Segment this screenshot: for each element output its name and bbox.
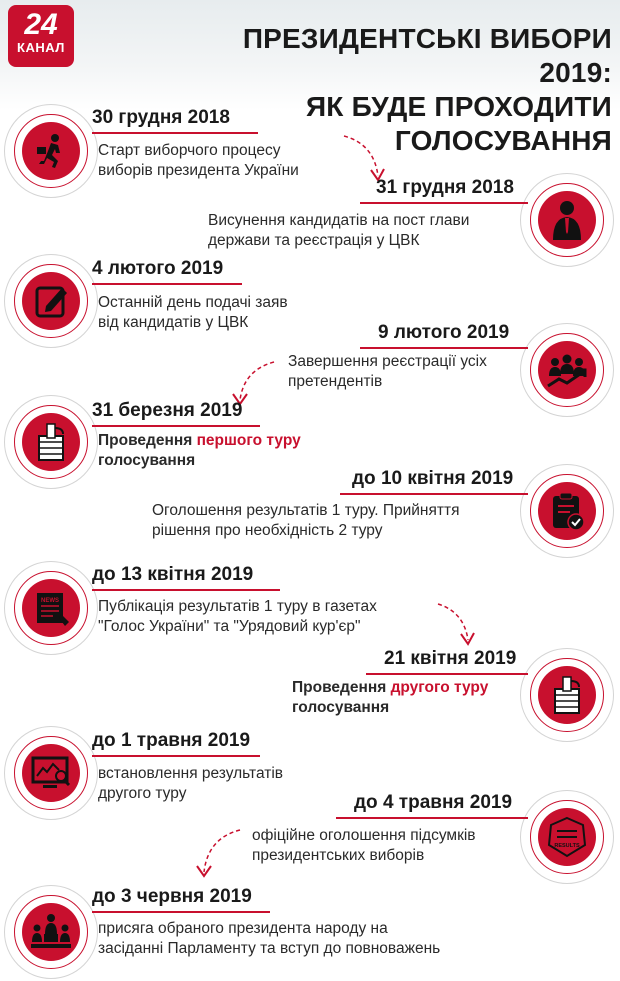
event-4-line-2: претендентів xyxy=(288,373,383,390)
event-10-line-2: президентських виборів xyxy=(252,847,425,864)
event-8-icon-ring xyxy=(530,658,604,732)
event-2-underline xyxy=(360,202,528,204)
event-6-description xyxy=(152,501,459,541)
event-1-icon-ring xyxy=(14,114,88,188)
event-8-description xyxy=(292,678,488,718)
event-10-underline xyxy=(336,817,528,819)
event-6-line-1: Оголошення результатів 1 туру. Прийняття xyxy=(152,502,460,519)
businessman-icon xyxy=(547,198,587,242)
event-3-line-2: від кандидатів у ЦВК xyxy=(98,314,249,331)
event-5-icon-ring xyxy=(14,405,88,479)
newspaper-icon xyxy=(31,588,71,628)
event-1-underline xyxy=(92,132,258,134)
podium-people-icon xyxy=(29,912,73,952)
event-9-line-1: встановлення результатів xyxy=(98,765,284,782)
event-1-line-1: Старт виборчого процесу xyxy=(98,142,281,159)
logo-label: КАНАЛ xyxy=(17,40,65,55)
event-11-underline xyxy=(92,911,270,913)
curved-arrow-right-icon xyxy=(434,600,480,650)
event-5-prefix: Проведення xyxy=(98,432,197,449)
event-8-date: 21 квітня 2019 xyxy=(384,648,517,669)
event-8-highlight: другого туру xyxy=(390,679,489,696)
event-5-line-1 xyxy=(98,431,301,451)
event-1-line-2: виборів президента України xyxy=(98,162,299,179)
event-9-icon-ring xyxy=(14,736,88,810)
event-7-line-2: "Голос України" та "Урядовий кур'єр" xyxy=(98,618,361,635)
event-8-underline xyxy=(366,673,528,675)
event-6-underline xyxy=(340,493,528,495)
event-11-line-1: присяга обраного президента народу на xyxy=(98,920,388,937)
title-line-2: ЯК БУДЕ ПРОХОДИТИ ГОЛОСУВАННЯ xyxy=(305,91,612,156)
event-10-date: до 4 травня 2019 xyxy=(354,792,513,813)
event-11-line-2: засіданні Парламенту та вступ до повноважень xyxy=(98,940,441,957)
event-5-date: 31 березня 2019 xyxy=(92,400,243,421)
event-9-line-2: другого туру xyxy=(98,785,187,802)
event-3-line-1: Останній день подачі заяв xyxy=(98,294,288,311)
event-7-underline xyxy=(92,589,280,591)
group-growth-icon xyxy=(545,350,589,390)
running-man-icon xyxy=(31,131,71,171)
event-3-date: 4 лютого 2019 xyxy=(92,258,224,279)
event-7-description xyxy=(98,597,377,637)
event-2-description xyxy=(208,211,469,251)
event-4-description xyxy=(288,352,487,392)
event-10-icon-ring xyxy=(530,800,604,874)
event-6-icon-ring xyxy=(530,474,604,548)
event-3-underline xyxy=(92,283,242,285)
event-5-underline xyxy=(92,425,260,427)
event-1-date: 30 грудня 2018 xyxy=(92,107,230,128)
event-4-underline xyxy=(360,347,528,349)
event-8-line-1 xyxy=(292,678,488,698)
event-4-date: 9 лютого 2019 xyxy=(378,322,510,343)
event-1-description xyxy=(98,141,299,181)
event-2-line-2: держави та реєстрація у ЦВК xyxy=(208,232,420,249)
ballot-box-icon xyxy=(549,675,585,715)
event-2-icon-ring xyxy=(530,183,604,257)
event-4-line-1: Завершення реєстрації усіх xyxy=(288,353,487,370)
event-8-line-2: голосування xyxy=(292,699,390,716)
event-8-prefix: Проведення xyxy=(292,679,391,696)
logo-number: 24 xyxy=(24,8,58,41)
event-5-line-2: голосування xyxy=(98,452,196,469)
event-6-date: до 10 квітня 2019 xyxy=(352,468,514,489)
title-line-1: ПРЕЗИДЕНТСЬКІ ВИБОРИ 2019: xyxy=(242,23,612,88)
event-10-description xyxy=(252,826,476,866)
page-title xyxy=(168,22,612,158)
event-7-line-1: Публікація результатів 1 туру в газетах xyxy=(98,598,377,615)
event-7-date: до 13 квітня 2019 xyxy=(92,564,254,585)
event-9-underline xyxy=(92,755,260,757)
monitor-chart-icon xyxy=(29,754,73,792)
event-6-line-2: рішення про необхідність 2 туру xyxy=(152,522,383,539)
results-badge-icon xyxy=(545,815,589,859)
event-3-description xyxy=(98,293,288,333)
event-11-date: до 3 червня 2019 xyxy=(92,886,252,907)
event-9-date: до 1 травня 2019 xyxy=(92,730,251,751)
results-badge-text: RESULTS xyxy=(554,843,580,849)
channel-logo[interactable] xyxy=(8,5,74,67)
document-pencil-icon xyxy=(32,282,70,320)
event-2-line-1: Висунення кандидатів на пост глави xyxy=(208,212,470,229)
event-11-description xyxy=(98,919,440,959)
event-10-line-1: офіційне оголошення підсумків xyxy=(252,827,476,844)
event-5-description xyxy=(98,431,301,471)
event-2-date: 31 грудня 2018 xyxy=(376,177,514,198)
event-5-highlight: першого туру xyxy=(196,432,301,449)
event-4-icon-ring xyxy=(530,333,604,407)
event-9-description xyxy=(98,764,283,804)
svg-text:NEWS: NEWS xyxy=(41,598,59,604)
event-11-icon-ring xyxy=(14,895,88,969)
curved-arrow-left-icon xyxy=(192,826,244,880)
event-3-icon-ring xyxy=(14,264,88,338)
clipboard-check-icon xyxy=(548,490,586,532)
ballot-box-icon xyxy=(33,422,69,462)
event-7-icon-ring xyxy=(14,571,88,645)
